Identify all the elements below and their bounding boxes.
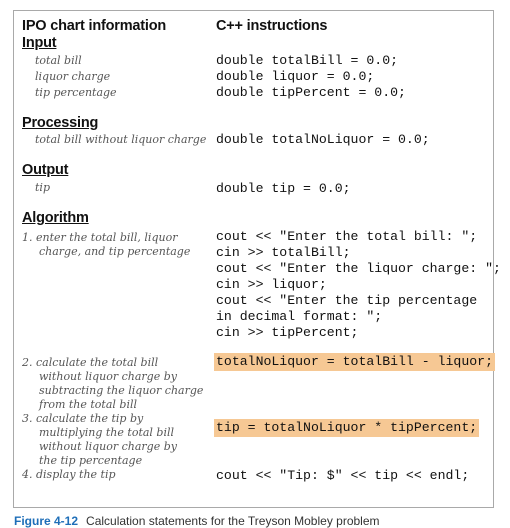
processing-code: double totalNoLiquor = 0.0; [216,132,430,147]
step4-code: cout << "Tip: $" << tip << endl; [216,468,470,483]
step1-code: cin >> tipPercent; [216,325,359,340]
algorithm-step-3: multiplying the total bill [39,426,175,439]
input-item: liquor charge [35,70,111,83]
output-item: tip [35,181,50,194]
algorithm-step-3: 3. calculate the tip by [22,412,144,425]
step2-code: totalNoLiquor = totalBill - liquor; [216,354,493,369]
figure-number: Figure 4-12 [14,514,79,528]
ipo-header: IPO chart information [22,18,167,34]
processing-item: total bill without liquor charge [35,133,207,146]
cpp-header: C++ instructions [216,18,328,34]
algorithm-step-2: without liquor charge by [39,370,177,383]
figure-caption [14,514,380,528]
input-code: double liquor = 0.0; [216,69,375,84]
output-code: double tip = 0.0; [216,181,351,196]
input-code: double totalBill = 0.0; [216,53,399,68]
figure-caption-text: Calculation statements for the Treyson Mobley problem [86,514,380,528]
step1-code: cin >> totalBill; [216,245,351,260]
step1-code: cin >> liquor; [216,277,327,292]
algorithm-step-2: from the total bill [39,398,138,411]
input-title: Input [22,35,57,51]
input-item: total bill [35,54,82,67]
step1-code: cout << "Enter the liquor charge: "; [216,261,501,276]
input-code: double tipPercent = 0.0; [216,85,406,100]
algorithm-step-2: 2. calculate the total bill [22,356,159,369]
algorithm-title: Algorithm [22,210,89,226]
algorithm-step-1: 1. enter the total bill, liquor [22,231,178,244]
output-title: Output [22,162,69,178]
step1-code: cout << "Enter the tip percentage [216,293,478,308]
processing-title: Processing [22,115,99,131]
algorithm-step-3: the tip percentage [39,454,143,467]
algorithm-step-3: without liquor charge by [39,440,177,453]
step3-code: tip = totalNoLiquor * tipPercent; [216,420,478,435]
input-item: tip percentage [35,86,117,99]
step1-code: in decimal format: "; [216,309,383,324]
algorithm-step-2: subtracting the liquor charge [39,384,204,397]
step1-code: cout << "Enter the total bill: "; [216,229,478,244]
algorithm-step-4: 4. display the tip [22,468,116,481]
algorithm-step-1: charge, and tip percentage [39,245,191,258]
